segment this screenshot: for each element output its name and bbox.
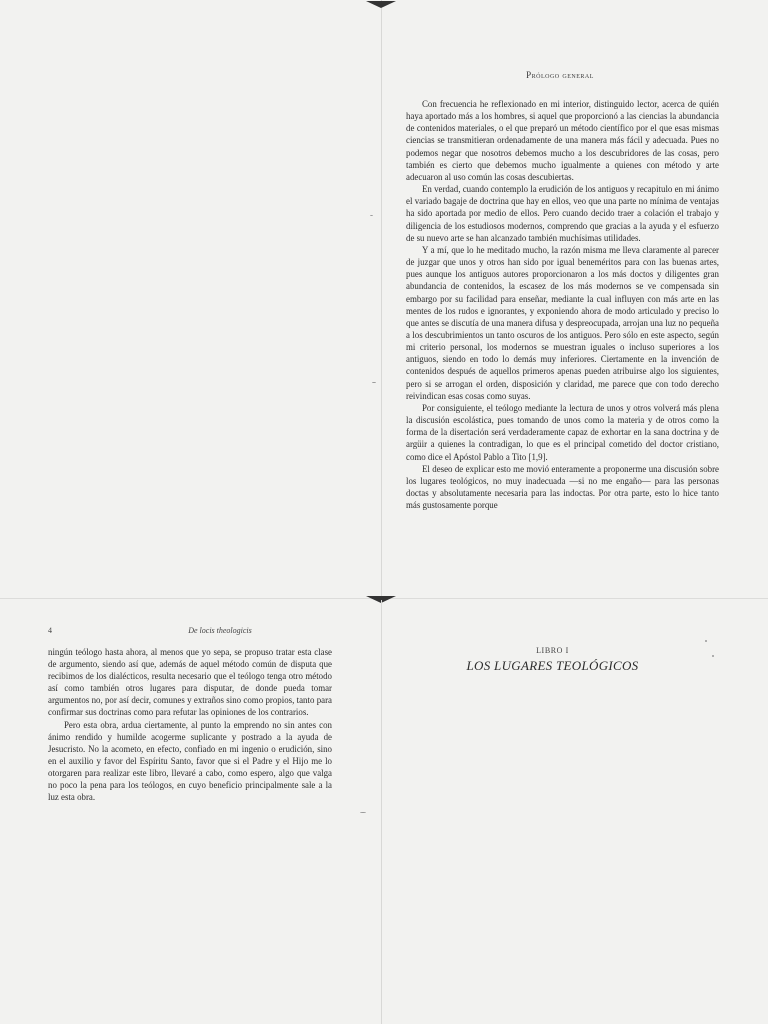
book-title: LOS LUGARES TEOLÓGICOS	[466, 658, 639, 673]
scan-speck	[372, 382, 376, 383]
scan-speck	[370, 215, 373, 216]
scan-speck	[705, 640, 707, 642]
scan-speck	[360, 812, 366, 813]
book-label: LIBRO I	[536, 646, 569, 655]
running-header-left: De locis theologicis	[188, 626, 252, 635]
spine-gutter	[381, 0, 382, 600]
paragraph: Por consiguiente, el teólogo mediante la lectura de unos y otros volverá más plena la discusión escolástica, pues tomando de unos como la materia y de otros como la forma de la disertación será verdaderamente capaz de exhortar en la sana doctrina y de argüir a quienes la contradigan, lo que es el principal cometido del doctor cristiano, como dice el Apóstol Pablo a Tito [1,9].	[406, 402, 719, 462]
fold-mark-top	[366, 0, 396, 10]
paragraph: El deseo de explicar esto me movió enteramente a proponerme una discusión sobre los lugares teológicos, no muy inadecuada —si no me engaño— para las personas doctas y absolutamente necesaria para las indoctas. Por otra parte, esto lo hice tanto más gustosamente porque	[406, 463, 719, 511]
spine-gutter	[381, 600, 382, 1024]
paragraph: ningún teólogo hasta ahora, al menos que yo sepa, se propuso tratar esta clase de argumento, siendo así que, además de aquel método común de disputa que recibimos de los dialécticos, resulta necesario que el teólogo tenga otro método así como también otros lugares para disputar, de donde pueda tomar argumentos no, por así decir, comunes y extraños sino como propios, tanto para confirmar sus doctrinas como para refutar las opiniones de los contrarios.	[48, 647, 332, 718]
paragraph: Y a mí, que lo he meditado mucho, la razón misma me lleva claramente al parecer de juzgar que unos y otros han sido por igual beneméritos para con las buenas artes, pues aunque los antiguos autores proporcionaron a los más doctos y diligentes gran abundancia de contenidos, la escasez de los más modernos se ve compensada sin embargo por su facilidad para enseñar, mediante la cual influyen con más arte en las mentes de los rudos e ignorantes, y exponiendo ahora de modo articulado y preciso lo que antes se discutía de una manera difusa y despreocupada, arrojan una luz no pequeña a los descubrimientos un tanto oscuros de los antiguos. Pero sólo en este aspecto, según mi criterio personal, los modernos se muestran iguales o incluso superiores a los antiguos, siendo en todo lo demás muy inferiores. Ciertamente en la invención de contenidos después de aquellos primeros apenas pueden atribuirse algo los siguientes, pero si se arrogan el orden, disposición y claridad, me parece que con todo derecho reivindican esas cosas como suyas.	[406, 244, 719, 401]
scan-speck	[712, 655, 714, 657]
left-page-text	[48, 646, 332, 803]
paragraph: Pero esta obra, ardua ciertamente, al punto la emprendo no sin antes con ánimo rendido y humilde acogerme suplicante y postrado a la ayuda de Jesucristo. No la acometo, en efecto, confiado en mi ingenio o erudición, sino en el auxilio y favor del Espíritu Santo, favor que si el Padre y el Hijo me lo otorgaren para realizar este libro, llevaré a cabo, como espero, algo que valga no poco la pena para los teólogos, en cuyo beneficio principalmente sale a la luz esta obra.	[48, 719, 332, 803]
page-number: 4	[48, 626, 52, 635]
paragraph: Con frecuencia he reflexionado en mi interior, distinguido lector, acerca de quién haya aportado más a los hombres, si aquel que proporcionó a las ciencias la abundancia de contenidos materiales, o el que preparó un método científico por el que esas mismas ciencias se transmitieran ordenadamente de una manera más fácil y adecuada. Pues no podemos negar que nosotros debemos mucho a los descubridores de las cosas, pero también es cierto que debemos mucho igualmente a quienes con método y arte adecuaron al uso común las cosas descubiertas.	[406, 99, 719, 182]
prologue-text	[406, 98, 719, 511]
paragraph: En verdad, cuando contemplo la erudición de los antiguos y recapitulo en mi ánimo el variado bagaje de doctrina que hay en ellos, veo que una parte no mínima de ventajas ha sido aportada por medio de ellos. Pero cuando decido traer a colación el trabajo y diligencia de los estudiosos modernos, comprendo que gracias a la ayuda y el esfuerzo de su nuevo arte se han alcanzado también muchísimas utilidades.	[406, 184, 719, 243]
running-header-right: Prólogo general	[526, 70, 594, 80]
